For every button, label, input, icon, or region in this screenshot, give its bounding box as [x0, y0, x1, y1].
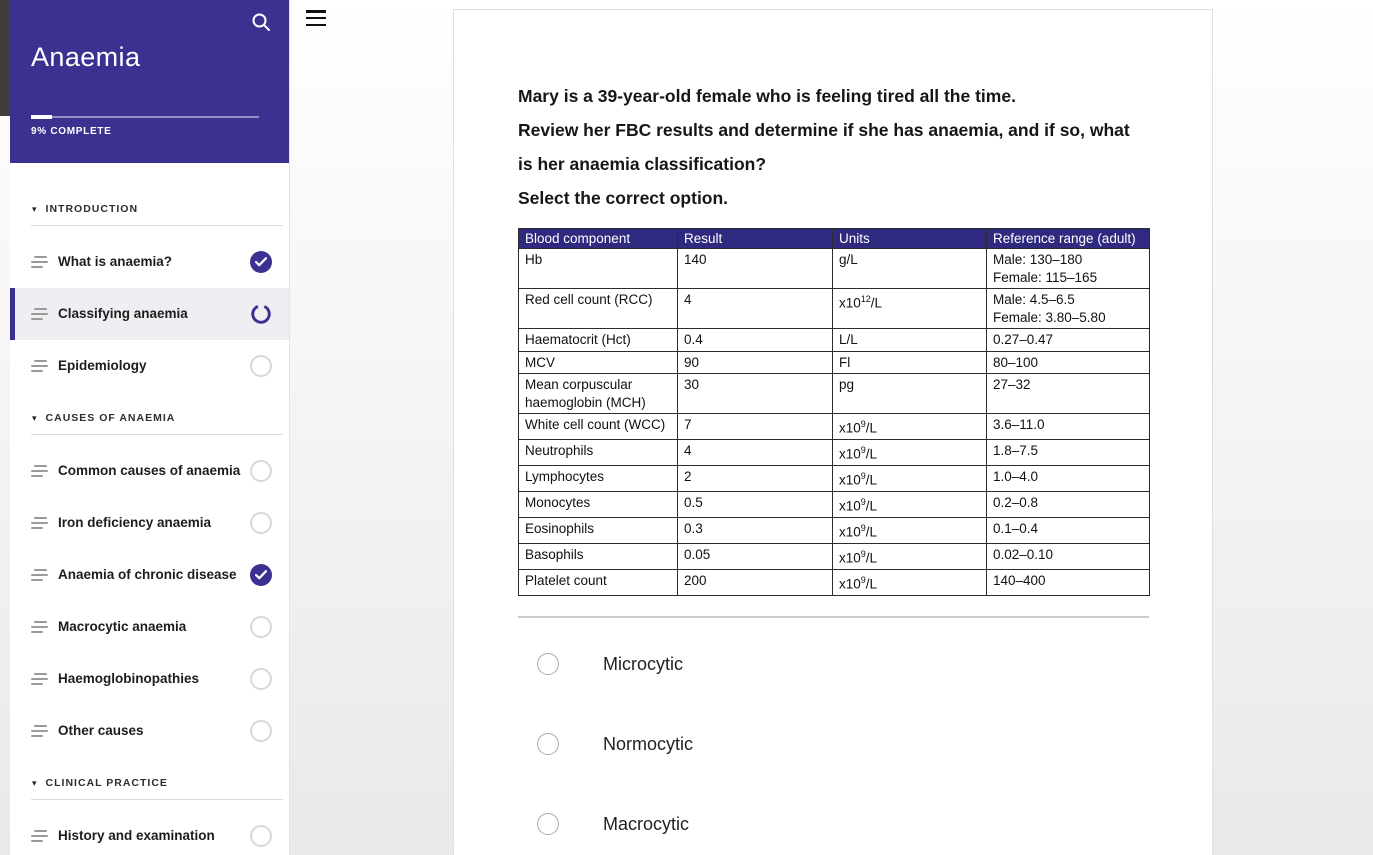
cell-component: Eosinophils [519, 518, 678, 544]
cell-reference: 0.27–0.47 [987, 329, 1150, 352]
answer-option-label: Normocytic [603, 733, 694, 754]
content-divider [518, 616, 1149, 618]
cell-reference: 3.6–11.0 [987, 414, 1150, 440]
status-incomplete-icon [250, 720, 272, 742]
cell-result: 140 [678, 249, 833, 289]
text-lines-icon [31, 569, 48, 581]
page-backdrop-strip [0, 0, 10, 116]
sidebar-item-label: Haemoglobinopathies [58, 670, 200, 686]
section-label: CAUSES OF ANAEMIA [45, 412, 176, 424]
cell-result: 0.05 [678, 544, 833, 570]
section-items [10, 810, 289, 855]
sidebar-item[interactable] [10, 653, 289, 705]
status-incomplete-icon [250, 825, 272, 847]
section-divider [31, 225, 283, 226]
table-row [519, 351, 1150, 374]
answer-option[interactable] [518, 812, 1148, 836]
table-row [519, 414, 1150, 440]
sidebar-section [10, 408, 289, 757]
sidebar-item[interactable] [10, 705, 289, 757]
text-lines-icon [31, 621, 48, 633]
answer-option-label: Macrocytic [603, 813, 690, 834]
caret-down-icon: ▾ [32, 412, 37, 423]
text-lines-icon [31, 465, 48, 477]
sidebar-item[interactable] [10, 810, 289, 855]
table-row [519, 492, 1150, 518]
cell-component: Monocytes [519, 492, 678, 518]
sidebar-item-label: Other causes [58, 722, 144, 738]
cell-result: 4 [678, 289, 833, 329]
cell-units: $x10^9/L$ [833, 570, 987, 596]
sidebar-item[interactable] [10, 340, 289, 392]
table-header-cell: Blood component [519, 229, 678, 249]
status-incomplete-icon [250, 460, 272, 482]
sidebar-item[interactable] [10, 288, 289, 340]
cell-component: Lymphocytes [519, 466, 678, 492]
text-lines-icon [31, 308, 48, 320]
section-label: INTRODUCTION [45, 203, 139, 215]
cell-reference: 0.2–0.8 [987, 492, 1150, 518]
cell-units: $x10^9/L$ [833, 466, 987, 492]
text-lines-icon [31, 256, 48, 268]
text-lines-icon [31, 360, 48, 372]
sidebar-header [10, 0, 289, 163]
cell-reference: 140–400 [987, 570, 1150, 596]
question-block [518, 79, 1148, 215]
cell-component: White cell count (WCC) [519, 414, 678, 440]
caret-down-icon: ▾ [32, 203, 37, 214]
cell-component: Haematocrit (Hct) [519, 329, 678, 352]
caret-down-icon: ▾ [32, 777, 37, 788]
answer-option[interactable] [518, 652, 1148, 676]
text-lines-icon [31, 830, 48, 842]
text-lines-icon [31, 517, 48, 529]
progress-bar-fill [31, 115, 52, 119]
question-prompt: Select the correct option. [518, 188, 729, 208]
cell-units: g/L [833, 249, 987, 289]
search-icon[interactable] [250, 11, 272, 33]
section-header[interactable] [10, 408, 289, 428]
cell-units: $x10^9/L$ [833, 492, 987, 518]
sidebar-item-label: History and examination [58, 827, 215, 843]
radio-button[interactable] [537, 653, 559, 675]
sidebar-item-label: Anaemia of chronic disease [58, 566, 237, 582]
cell-reference: 0.02–0.10 [987, 544, 1150, 570]
table-row [519, 518, 1150, 544]
lesson-card [453, 9, 1213, 855]
section-items [10, 236, 289, 392]
answer-option[interactable] [518, 732, 1148, 756]
table-row [519, 249, 1150, 289]
fbc-results-table [518, 228, 1150, 596]
sidebar-item-label: Classifying anaemia [58, 305, 188, 321]
section-divider [31, 799, 283, 800]
status-incomplete-icon [250, 512, 272, 534]
status-in-progress-icon [250, 303, 272, 325]
table-row [519, 466, 1150, 492]
cell-component: Platelet count [519, 570, 678, 596]
sidebar-nav [10, 163, 289, 855]
course-title: Anaemia [31, 42, 141, 72]
status-complete-icon [250, 251, 272, 273]
sidebar-item[interactable] [10, 497, 289, 549]
sidebar-item[interactable] [10, 236, 289, 288]
sidebar-item[interactable] [10, 601, 289, 653]
question-paragraph-2: Review her FBC results and determine if she has anaemia, and if so, what is her anaemia classification? [518, 120, 1130, 174]
text-lines-icon [31, 725, 48, 737]
sidebar-item[interactable] [10, 445, 289, 497]
answer-option-label: Microcytic [603, 653, 683, 674]
cell-units: L/L [833, 329, 987, 352]
cell-units: $x10^{12}/L$ [833, 289, 987, 329]
cell-reference: Male: 130–180 Female: 115–165 [987, 249, 1150, 289]
table-header-row [519, 229, 1150, 249]
cell-units: $x10^9/L$ [833, 518, 987, 544]
cell-reference: 0.1–0.4 [987, 518, 1150, 544]
section-header[interactable] [10, 773, 289, 793]
cell-component: Mean corpuscular haemoglobin (MCH) [519, 374, 678, 414]
sidebar-item-label: Epidemiology [58, 357, 147, 373]
cell-units: Fl [833, 351, 987, 374]
progress-label: 9% COMPLETE [31, 126, 112, 137]
sidebar-item[interactable] [10, 549, 289, 601]
cell-result: 4 [678, 440, 833, 466]
table-row [519, 329, 1150, 352]
cell-units: pg [833, 374, 987, 414]
answer-options [518, 652, 1148, 836]
table-row [519, 440, 1150, 466]
text-lines-icon [31, 673, 48, 685]
status-incomplete-icon [250, 355, 272, 377]
hamburger-menu-icon[interactable] [306, 10, 326, 26]
sidebar-item-label: Common causes of anaemia [58, 462, 241, 478]
sidebar-item-label: Macrocytic anaemia [58, 618, 187, 634]
progress-bar [31, 116, 259, 118]
cell-result: 0.5 [678, 492, 833, 518]
status-complete-icon [250, 564, 272, 586]
table-header-cell: Result [678, 229, 833, 249]
radio-button[interactable] [537, 813, 559, 835]
table-row [519, 289, 1150, 329]
cell-reference: 27–32 [987, 374, 1150, 414]
course-sidebar [10, 0, 290, 855]
table-header-cell: Units [833, 229, 987, 249]
cell-result: 0.4 [678, 329, 833, 352]
cell-reference: 1.0–4.0 [987, 466, 1150, 492]
cell-result: 30 [678, 374, 833, 414]
status-incomplete-icon [250, 668, 272, 690]
section-header[interactable] [10, 199, 289, 219]
cell-result: 7 [678, 414, 833, 440]
cell-result: 0.3 [678, 518, 833, 544]
table-row [519, 544, 1150, 570]
cell-reference: 1.8–7.5 [987, 440, 1150, 466]
cell-component: Hb [519, 249, 678, 289]
radio-button[interactable] [537, 733, 559, 755]
cell-result: 2 [678, 466, 833, 492]
cell-component: Red cell count (RCC) [519, 289, 678, 329]
cell-result: 200 [678, 570, 833, 596]
sidebar-section [10, 773, 289, 855]
cell-component: Neutrophils [519, 440, 678, 466]
section-items [10, 445, 289, 757]
sidebar-item-label: Iron deficiency anaemia [58, 514, 212, 530]
cell-reference: Male: 4.5–6.5 Female: 3.80–5.80 [987, 289, 1150, 329]
table-row [519, 570, 1150, 596]
section-label: CLINICAL PRACTICE [45, 777, 168, 789]
cell-units: $x10^9/L$ [833, 414, 987, 440]
question-paragraph-1: Mary is a 39-year-old female who is feeling tired all the time. [518, 86, 1016, 106]
cell-component: MCV [519, 351, 678, 374]
cell-component: Basophils [519, 544, 678, 570]
cell-units: $x10^9/L$ [833, 544, 987, 570]
cell-reference: 80–100 [987, 351, 1150, 374]
sidebar-item-label: What is anaemia? [58, 253, 173, 269]
sidebar-section [10, 199, 289, 392]
table-header-cell: Reference range (adult) [987, 229, 1150, 249]
section-divider [31, 434, 283, 435]
cell-units: $x10^9/L$ [833, 440, 987, 466]
cell-result: 90 [678, 351, 833, 374]
status-incomplete-icon [250, 616, 272, 638]
table-row [519, 374, 1150, 414]
